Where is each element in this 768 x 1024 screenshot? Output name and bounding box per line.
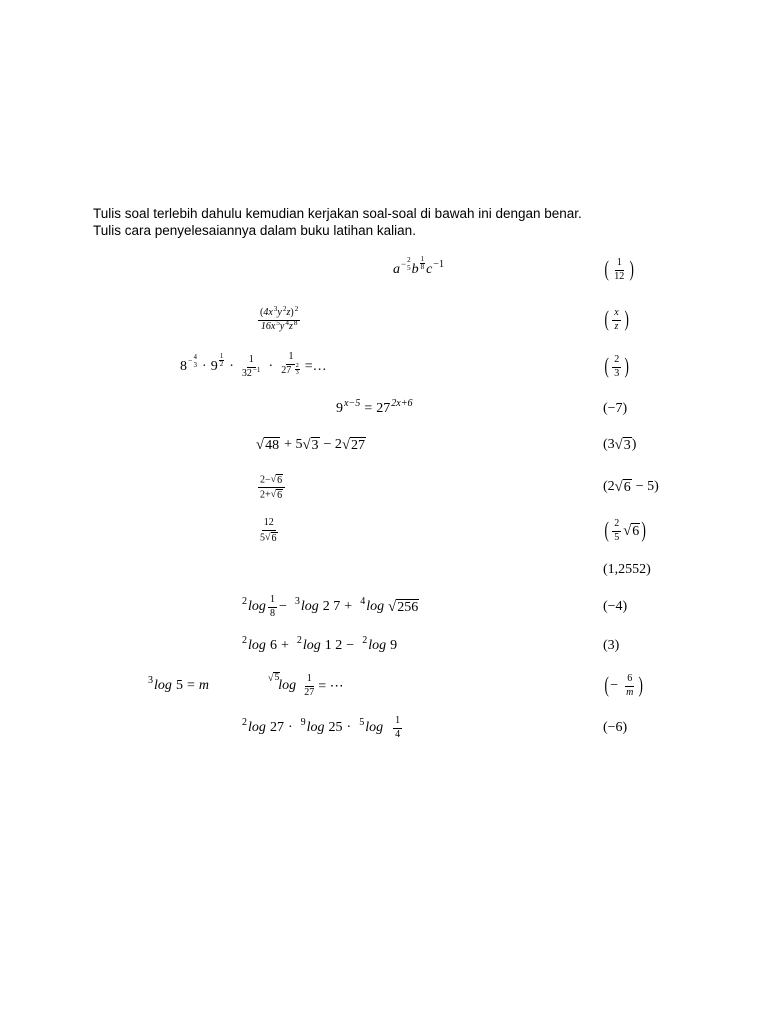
problem-3-answer: ( 2 3 ) — [604, 354, 630, 379]
problem-5-answer: (3 √ 3 ) — [603, 436, 637, 454]
problem-7-answer: ( 2 5 √ 6 ) — [604, 518, 647, 543]
problem-11-answer: ( − 6 m ) — [604, 673, 644, 698]
problem-1-expression: a − 2 5 b 1 8 c −1 — [393, 255, 445, 277]
problem-2-expression: $(4x^3y^2z)^2$ $16x^5y^4z^8$ — [260, 305, 299, 332]
problem-12 — [0, 703, 768, 753]
problem-12-answer: (−6) — [603, 720, 628, 735]
problem-4-answer: (−7) — [603, 401, 628, 416]
problem-1 — [0, 245, 768, 295]
problem-11-expression: √ 5 log $\frac{1}{27}$ = ⋯ — [268, 672, 344, 698]
problem-2 — [0, 295, 768, 345]
problem-4-expression: 9 x−5 = 27 2x+6 — [336, 397, 413, 416]
problem-7-expression: 12 5 √ 6 — [260, 517, 277, 544]
instruction-line-2: Tulis cara penyelesaiannya dalam buku latihan kalian. — [93, 223, 416, 238]
problem-8-answer: (1,2552) — [603, 562, 651, 577]
problem-5-expression: √ 48 + 5 √ 3 − 2 √ 27 — [256, 436, 365, 454]
problem-9-expression: 2 log 1 8 − 3 log 2 7 + 4 log √ 256 — [242, 594, 419, 619]
instructions — [93, 205, 582, 239]
instruction-line-1: Tulis soal terlebih dahulu kemudian kerjakan soal-soal di bawah ini dengan benar. — [93, 206, 582, 221]
problem-10-expression: 2 log 6 + 2 log 1 2 − 2 log 9 — [242, 635, 398, 653]
problem-6 — [0, 462, 768, 512]
problem-9-answer: (−4) — [603, 599, 628, 614]
problem-2-answer: ( x z ) — [604, 307, 629, 332]
problem-3-expression: 8 − 4 3 · 9 1 2 · 1 $32^{-1}$ · 1 27 $\frac{2}{3}$ =… — [180, 351, 327, 379]
problem-6-expression: 2− √ 6 2+ √ 6 — [256, 462, 287, 512]
problem-11-given: 3 log 5 = m — [148, 675, 209, 693]
problem-12-expression: 2 log 27 · 9 log 25 · 5 log 1 4 — [242, 715, 401, 740]
problem-10-answer: (3) — [603, 638, 620, 653]
problem-1-answer: ( 1 12 ) — [604, 257, 635, 282]
problem-6-answer: (2 √ 6 − 5) — [603, 478, 659, 496]
